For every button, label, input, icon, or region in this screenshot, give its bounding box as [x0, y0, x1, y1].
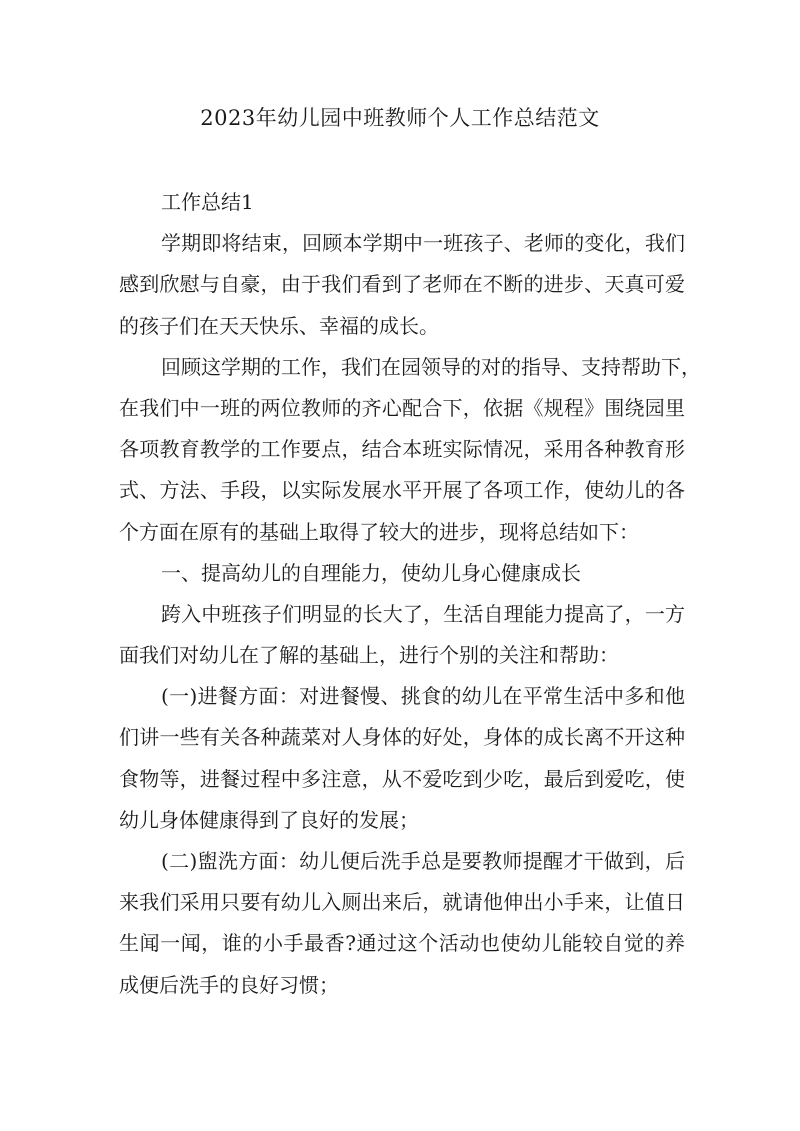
section-heading-summary-1: 工作总结1 [161, 190, 254, 214]
paragraph-line: 式、方法、手段，以实际发展水平开展了各项工作，使幼儿的各 [119, 478, 685, 503]
paragraph-line: 面我们对幼儿在了解的基础上，进行个别的关注和帮助： [119, 643, 619, 668]
paragraph-line: 来我们采用只要有幼儿入厕出来后，就请他伸出小手来，让值日 [119, 890, 685, 915]
paragraph-line: 们讲一些有关各种蔬菜对人身体的好处，身体的成长离不开这种 [119, 725, 685, 750]
paragraph-line: 回顾这学期的工作，我们在园领导的对的指导、支持帮助下， [161, 354, 701, 379]
paragraph-line: 幼儿身体健康得到了良好的发展； [119, 807, 419, 832]
paragraph-line: 在我们中一班的两位教师的齐心配合下，依据《规程》围绕园里 [119, 395, 685, 420]
paragraph-line: (一)进餐方面：对进餐慢、挑食的幼儿在平常生活中多和他 [161, 684, 685, 709]
paragraph-line: (二)盥洗方面：幼儿便后洗手总是要教师提醒才干做到，后 [161, 849, 685, 873]
paragraph-line: 跨入中班孩子们明显的长大了，生活自理能力提高了，一方 [161, 601, 685, 626]
paragraph-line: 食物等，进餐过程中多注意，从不爱吃到少吃，最后到爱吃，使 [119, 766, 685, 791]
paragraph-line: 成便后洗手的良好习惯； [119, 972, 339, 997]
section-heading-self-care: 一、提高幼儿的自理能力，使幼儿身心健康成长 [161, 560, 581, 585]
paragraph-line: 生闻一闻，谁的小手最香?通过这个活动也使幼儿能较自觉的养 [119, 931, 685, 956]
document-title: 2023年幼儿园中班教师个人工作总结范文 [200, 106, 600, 130]
paragraph-line: 各项教育教学的工作要点，结合本班实际情况，采用各种教育形 [119, 437, 685, 462]
paragraph-line: 学期即将结束，回顾本学期中一班孩子、老师的变化，我们 [161, 231, 685, 256]
document-body [119, 182, 701, 1006]
paragraph-line: 感到欣慰与自豪，由于我们看到了老师在不断的进步、天真可爱 [119, 272, 685, 297]
paragraph-line: 个方面在原有的基础上取得了较大的进步，现将总结如下： [119, 519, 639, 544]
paragraph-line: 的孩子们在天天快乐、幸福的成长。 [119, 313, 439, 338]
